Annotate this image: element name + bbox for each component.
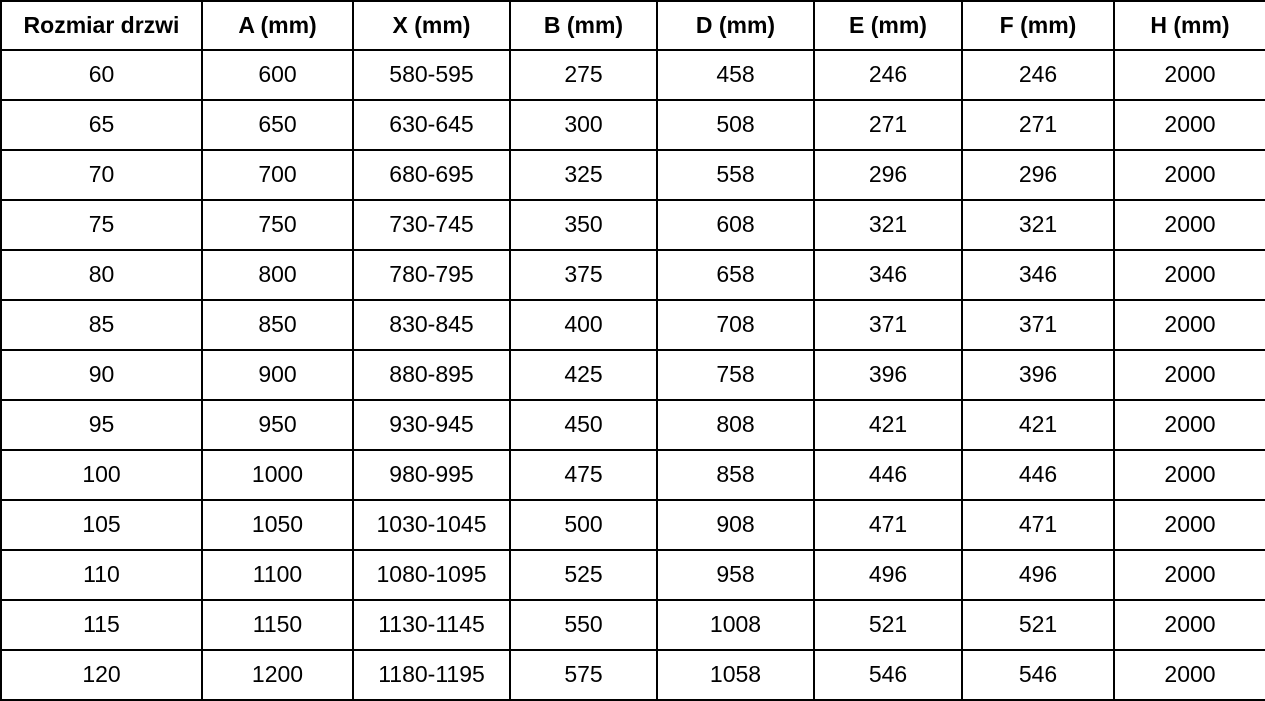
table-cell: 630-645 <box>353 100 510 150</box>
table-cell: 750 <box>202 200 353 250</box>
table-cell: 450 <box>510 400 657 450</box>
table-cell: 458 <box>657 50 814 100</box>
table-cell: 1130-1145 <box>353 600 510 650</box>
table-cell: 508 <box>657 100 814 150</box>
table-cell: 350 <box>510 200 657 250</box>
column-header: E (mm) <box>814 1 962 50</box>
table-body <box>1 50 1265 700</box>
table-cell: 2000 <box>1114 50 1265 100</box>
table-row <box>1 450 1265 500</box>
table-cell: 375 <box>510 250 657 300</box>
table-cell: 658 <box>657 250 814 300</box>
table-cell: 105 <box>1 500 202 550</box>
table-cell: 2000 <box>1114 450 1265 500</box>
table-cell: 680-695 <box>353 150 510 200</box>
table-cell: 730-745 <box>353 200 510 250</box>
table-cell: 475 <box>510 450 657 500</box>
table-cell: 546 <box>962 650 1114 700</box>
column-header: X (mm) <box>353 1 510 50</box>
table-cell: 90 <box>1 350 202 400</box>
table-cell: 346 <box>962 250 1114 300</box>
table-cell: 780-795 <box>353 250 510 300</box>
table-cell: 396 <box>814 350 962 400</box>
column-header: F (mm) <box>962 1 1114 50</box>
table-cell: 700 <box>202 150 353 200</box>
table-row <box>1 50 1265 100</box>
table-cell: 496 <box>814 550 962 600</box>
table-cell: 930-945 <box>353 400 510 450</box>
table-cell: 421 <box>814 400 962 450</box>
column-header: Rozmiar drzwi <box>1 1 202 50</box>
table-cell: 275 <box>510 50 657 100</box>
table-cell: 575 <box>510 650 657 700</box>
table-cell: 300 <box>510 100 657 150</box>
table-cell: 396 <box>962 350 1114 400</box>
table-row <box>1 100 1265 150</box>
table-cell: 858 <box>657 450 814 500</box>
table-cell: 546 <box>814 650 962 700</box>
table-cell: 908 <box>657 500 814 550</box>
table-cell: 500 <box>510 500 657 550</box>
table-cell: 246 <box>962 50 1114 100</box>
table-cell: 65 <box>1 100 202 150</box>
table-cell: 421 <box>962 400 1114 450</box>
table-cell: 80 <box>1 250 202 300</box>
table-cell: 1200 <box>202 650 353 700</box>
table-cell: 296 <box>962 150 1114 200</box>
table-cell: 1100 <box>202 550 353 600</box>
table-cell: 2000 <box>1114 350 1265 400</box>
table-cell: 958 <box>657 550 814 600</box>
table-cell: 85 <box>1 300 202 350</box>
table-cell: 600 <box>202 50 353 100</box>
table-cell: 446 <box>814 450 962 500</box>
table-cell: 1050 <box>202 500 353 550</box>
table-cell: 120 <box>1 650 202 700</box>
table-cell: 371 <box>814 300 962 350</box>
column-header: D (mm) <box>657 1 814 50</box>
table-cell: 296 <box>814 150 962 200</box>
table-cell: 1008 <box>657 600 814 650</box>
table-cell: 550 <box>510 600 657 650</box>
table-row <box>1 600 1265 650</box>
table-cell: 115 <box>1 600 202 650</box>
table-cell: 2000 <box>1114 600 1265 650</box>
table-cell: 110 <box>1 550 202 600</box>
table-row <box>1 300 1265 350</box>
table-cell: 496 <box>962 550 1114 600</box>
table-cell: 2000 <box>1114 300 1265 350</box>
table-cell: 2000 <box>1114 550 1265 600</box>
table-cell: 980-995 <box>353 450 510 500</box>
table-cell: 880-895 <box>353 350 510 400</box>
table-cell: 1180-1195 <box>353 650 510 700</box>
table-cell: 2000 <box>1114 150 1265 200</box>
table-cell: 246 <box>814 50 962 100</box>
table-cell: 271 <box>962 100 1114 150</box>
table-row <box>1 350 1265 400</box>
table-cell: 2000 <box>1114 650 1265 700</box>
table-cell: 400 <box>510 300 657 350</box>
table-cell: 950 <box>202 400 353 450</box>
table-cell: 471 <box>962 500 1114 550</box>
table-cell: 650 <box>202 100 353 150</box>
table-cell: 321 <box>962 200 1114 250</box>
table-cell: 2000 <box>1114 500 1265 550</box>
table-cell: 758 <box>657 350 814 400</box>
table-cell: 1150 <box>202 600 353 650</box>
table-cell: 2000 <box>1114 200 1265 250</box>
table-cell: 100 <box>1 450 202 500</box>
table-cell: 371 <box>962 300 1114 350</box>
table-cell: 1058 <box>657 650 814 700</box>
table-cell: 1080-1095 <box>353 550 510 600</box>
table-cell: 60 <box>1 50 202 100</box>
table-cell: 321 <box>814 200 962 250</box>
table-cell: 425 <box>510 350 657 400</box>
table-cell: 521 <box>962 600 1114 650</box>
table-cell: 446 <box>962 450 1114 500</box>
table-head <box>1 1 1265 50</box>
table-cell: 830-845 <box>353 300 510 350</box>
table-cell: 325 <box>510 150 657 200</box>
table-row <box>1 150 1265 200</box>
table-cell: 2000 <box>1114 400 1265 450</box>
table-row <box>1 400 1265 450</box>
table-row <box>1 250 1265 300</box>
table-cell: 1000 <box>202 450 353 500</box>
table-row <box>1 200 1265 250</box>
table-cell: 521 <box>814 600 962 650</box>
column-header: A (mm) <box>202 1 353 50</box>
table-cell: 2000 <box>1114 100 1265 150</box>
table-cell: 800 <box>202 250 353 300</box>
table-cell: 1030-1045 <box>353 500 510 550</box>
table-cell: 900 <box>202 350 353 400</box>
table-cell: 525 <box>510 550 657 600</box>
table-cell: 2000 <box>1114 250 1265 300</box>
table-cell: 850 <box>202 300 353 350</box>
table-cell: 608 <box>657 200 814 250</box>
table-cell: 708 <box>657 300 814 350</box>
table-cell: 95 <box>1 400 202 450</box>
column-header: H (mm) <box>1114 1 1265 50</box>
table-header-row <box>1 1 1265 50</box>
table-cell: 558 <box>657 150 814 200</box>
table-row <box>1 500 1265 550</box>
table-cell: 580-595 <box>353 50 510 100</box>
table-cell: 346 <box>814 250 962 300</box>
table-cell: 75 <box>1 200 202 250</box>
table-row <box>1 650 1265 700</box>
table-cell: 70 <box>1 150 202 200</box>
table-cell: 271 <box>814 100 962 150</box>
table-cell: 471 <box>814 500 962 550</box>
column-header: B (mm) <box>510 1 657 50</box>
table-row <box>1 550 1265 600</box>
table-cell: 808 <box>657 400 814 450</box>
